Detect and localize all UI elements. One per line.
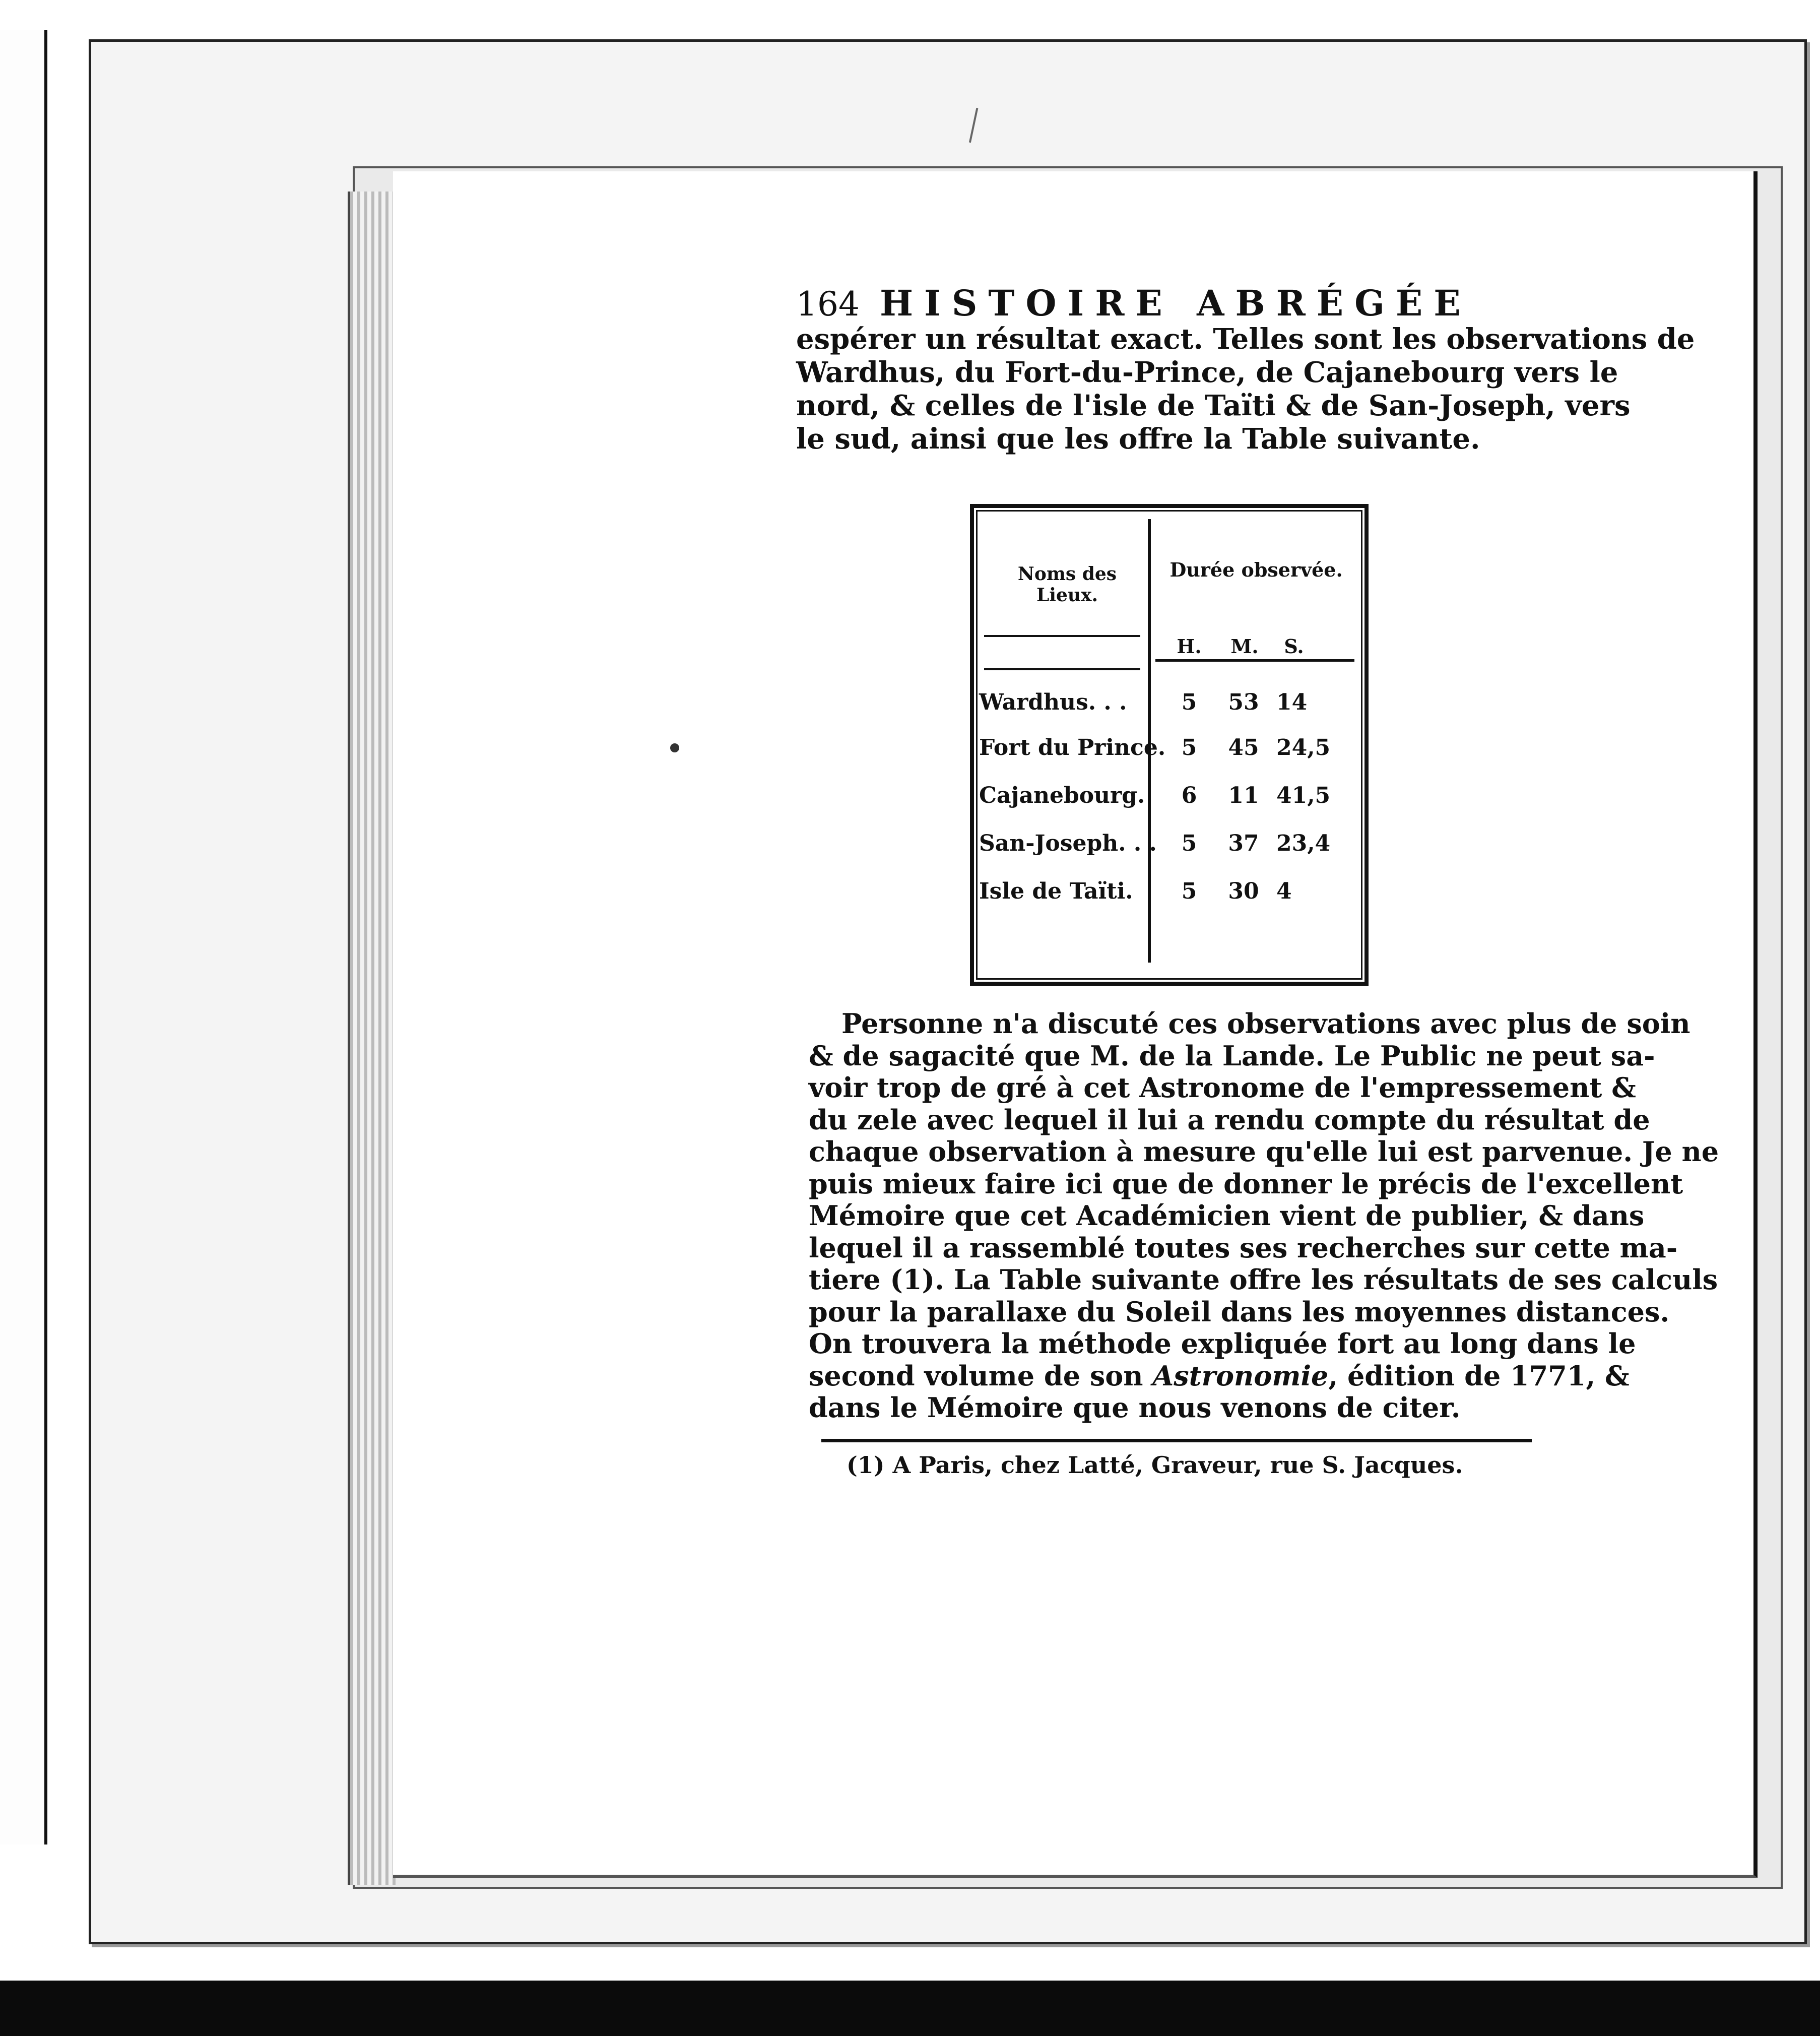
main-paragraph (809, 1007, 1719, 1424)
place-name: Isle de Taïti. (979, 878, 1133, 904)
place-name: Fort du Prince. (979, 735, 1166, 760)
text-line: voir trop de gré à cet Astronome de l'empressement & (809, 1071, 1636, 1104)
hours-value: 5 (1181, 831, 1197, 856)
hours-value: 5 (1181, 878, 1197, 904)
minutes-value: 11 (1228, 783, 1259, 808)
unit-minutes: M. (1230, 635, 1259, 658)
footnote-rule (821, 1439, 1532, 1442)
unit-hours: H. (1177, 635, 1202, 658)
running-title: HISTOIRE ABRÉGÉE (879, 282, 1472, 324)
text-line: espérer un résultat exact. Telles sont les observations de (796, 323, 1695, 356)
minutes-value: 53 (1228, 689, 1259, 715)
table-rule (1155, 659, 1354, 662)
text-line: lequel il a rassemblé toutes ses recherches sur cette ma- (809, 1231, 1678, 1264)
observations-table (970, 504, 1369, 986)
header-place: Noms des Lieux. (1017, 563, 1117, 606)
hours-value: 5 (1181, 689, 1197, 715)
footnote: (1) A Paris, chez Latté, Graveur, rue S. Jacques. (847, 1451, 1463, 1479)
text-line: Wardhus, du Fort-du-Prince, de Cajanebourg vers le (796, 356, 1618, 389)
text-line: pour la parallaxe du Soleil dans les moyennes distances. (809, 1295, 1670, 1328)
seconds-value: 23,4 (1276, 831, 1331, 856)
text-line: On trouvera la méthode expliquée fort au long dans le (809, 1327, 1636, 1360)
adjacent-page-edge (0, 30, 47, 1844)
table-row (974, 783, 1364, 828)
text-line: Mémoire que cet Académicien vient de publier, & dans (809, 1199, 1645, 1232)
text-line (809, 1359, 1630, 1392)
book-title: Astronomie (1152, 1359, 1329, 1392)
text-fragment: second volume de son (809, 1359, 1153, 1392)
seconds-value: 14 (1276, 689, 1308, 715)
text-line: nord, & celles de l'isle de Taïti & de San-Joseph, vers (796, 389, 1631, 422)
table-rule (984, 635, 1140, 637)
minutes-value: 37 (1228, 831, 1259, 856)
minutes-value: 30 (1228, 878, 1259, 904)
place-name: Cajanebourg. (979, 783, 1145, 808)
seconds-value: 41,5 (1276, 783, 1331, 808)
intro-paragraph (796, 323, 1695, 456)
header-duration: Durée observée. (1169, 558, 1343, 581)
text-line: chaque observation à mesure qu'elle lui est parvenue. Je ne (809, 1135, 1719, 1168)
minutes-value: 45 (1228, 735, 1259, 760)
seconds-value: 24,5 (1276, 735, 1331, 760)
text-fragment: , édition de 1771, & (1328, 1359, 1630, 1392)
text-line: & de sagacité que M. de la Lande. Le Public ne peut sa- (809, 1039, 1655, 1072)
ink-spot (670, 743, 679, 752)
table-row (974, 878, 1364, 924)
table-rule (984, 668, 1140, 670)
place-name: Wardhus. . . (979, 689, 1127, 715)
page-edges (348, 192, 396, 1885)
unit-seconds: S. (1284, 635, 1304, 658)
seconds-value: 4 (1276, 878, 1292, 904)
text-line: le sud, ainsi que les offre la Table suivante. (796, 422, 1480, 456)
table-row (974, 831, 1364, 876)
text-line: tiere (1). La Table suivante offre les résultats de ses calculs (809, 1263, 1718, 1296)
hours-value: 6 (1181, 783, 1197, 808)
page-number: 164 (796, 285, 860, 324)
text-line: puis mieux faire ici que de donner le précis de l'excellent (809, 1167, 1683, 1200)
table-row (974, 689, 1364, 735)
scanner-border (0, 1981, 1820, 2036)
text-line: dans le Mémoire que nous venons de citer. (809, 1391, 1461, 1424)
table-row (974, 735, 1364, 780)
text-line: du zele avec lequel il lui a rendu compte du résultat de (809, 1103, 1650, 1136)
text-line: Personne n'a discuté ces observations avec plus de soin (841, 1007, 1691, 1040)
hours-value: 5 (1181, 735, 1197, 760)
place-name: San-Joseph. . . (979, 831, 1157, 856)
